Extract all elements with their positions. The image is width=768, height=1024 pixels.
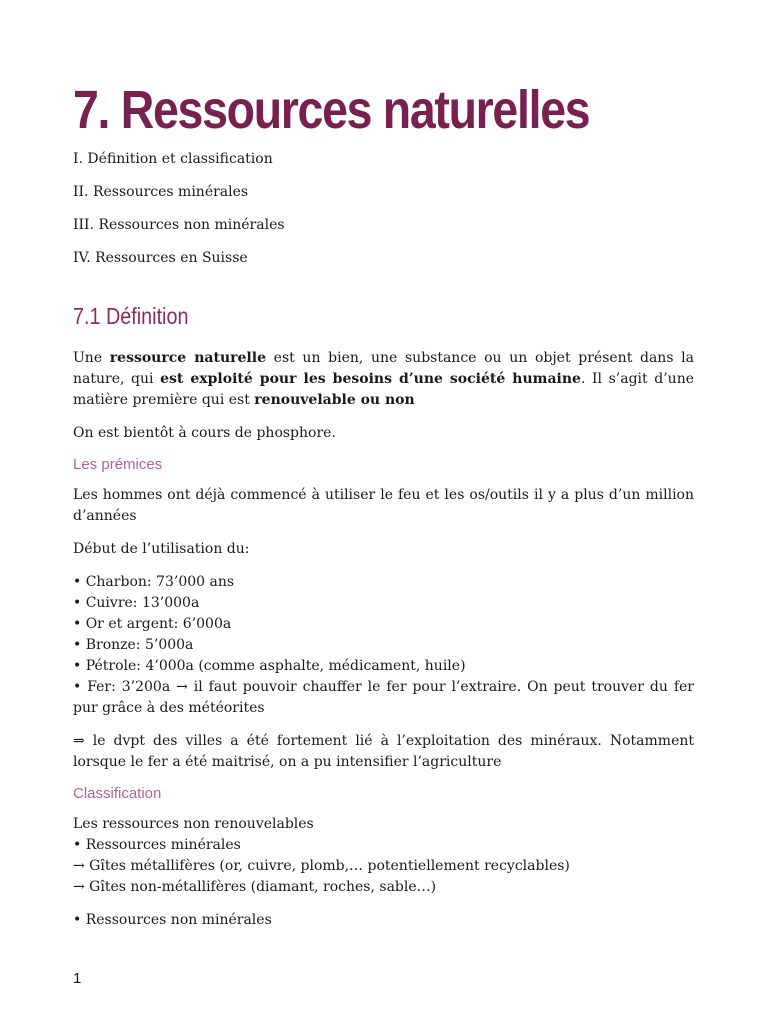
page-content xyxy=(73,78,694,943)
text-run: est un bien, une substance ou un objet présent dans la nature, qui xyxy=(73,350,695,387)
classification-list xyxy=(73,814,694,898)
definition-paragraph xyxy=(73,348,694,411)
text-run: . Il s’agit d’une matière première qui est xyxy=(73,371,694,408)
bold-term: ressource naturelle xyxy=(109,350,266,366)
list-item: • Pétrole: 4’000a (comme asphalte, médicament, huile) xyxy=(73,658,466,674)
list-item: → Gîtes métallifères (or, cuivre, plomb,… potentiellement recyclables) xyxy=(73,858,570,874)
list-item: • Charbon: 73’000 ans xyxy=(73,574,235,590)
list-item: • Ressources non minérales xyxy=(73,912,272,928)
list-item: • Fer: 3’200a → il faut pouvoir chauffer le fer pour l’extraire. On peut trouver du fer pur grâce à des météorites xyxy=(73,679,694,716)
chapter-title: 7. Ressources naturelles xyxy=(73,80,590,140)
list-item: • Or et argent: 6’000a xyxy=(73,616,232,632)
subsection-heading-classification: Classification xyxy=(73,785,162,802)
text-run: Une xyxy=(73,350,110,366)
usage-intro: Début de l’utilisation du: xyxy=(73,541,250,557)
classification-list-continued xyxy=(73,910,694,931)
toc-item: II. Ressources minérales xyxy=(73,184,249,200)
toc-item: I. Définition et classification xyxy=(73,151,273,167)
bold-term: renouvelable ou non xyxy=(254,392,415,408)
section-heading: 7.1 Définition xyxy=(73,303,189,329)
list-item: • Bronze: 5’000a xyxy=(73,637,194,653)
resource-timeline-list xyxy=(73,572,694,719)
bold-term: est exploité pour les besoins d’une société humaine xyxy=(160,371,581,387)
conclusion-paragraph: ⇒ le dvpt des villes a été fortement lié à l’exploitation des minéraux. Notamment lorsque le fer a été maitrisé, on a pu intensifier l’agriculture xyxy=(73,733,694,770)
page-number: 1 xyxy=(73,970,82,987)
toc-item: IV. Ressources en Suisse xyxy=(73,250,248,266)
premices-paragraph: Les hommes ont déjà commencé à utiliser le feu et les os/outils il y a plus d’un million d’années xyxy=(73,487,694,524)
toc-item: III. Ressources non minérales xyxy=(73,217,285,233)
list-item: Les ressources non renouvelables xyxy=(73,816,314,832)
subsection-heading-premices: Les prémices xyxy=(73,456,163,473)
list-item: → Gîtes non-métallifères (diamant, roches, sable…) xyxy=(73,879,437,895)
table-of-contents xyxy=(73,151,694,267)
phosphore-paragraph: On est bientôt à cours de phosphore. xyxy=(73,425,336,441)
list-item: • Ressources minérales xyxy=(73,837,241,853)
list-item: • Cuivre: 13’000a xyxy=(73,595,200,611)
